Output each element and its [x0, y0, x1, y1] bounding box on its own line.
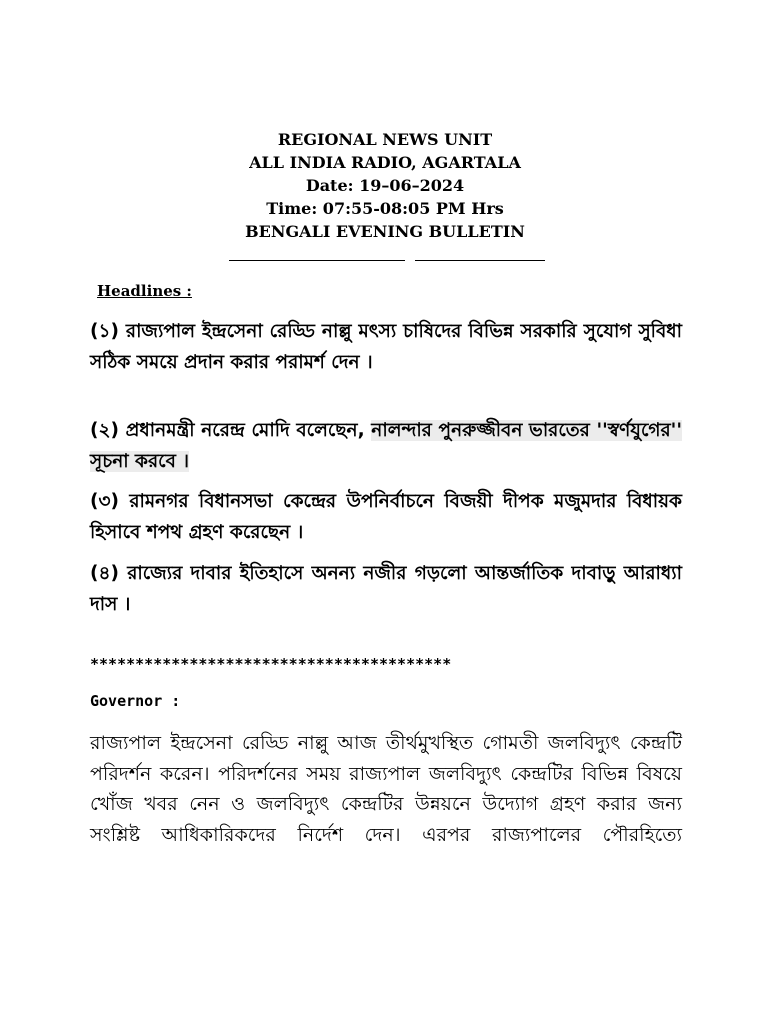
headline-2-part-b: নালন্দার পুনরুজ্জীবন ভারতের ''স্বর্ণযুগের'' সূচনা করবে । [90, 420, 683, 472]
bulletin-header [0, 128, 770, 243]
headline-item-2 [90, 415, 682, 477]
headline-2-part-a: (২) প্রধানমন্ত্রী নরেন্দ্র মোদি বলেছেন, [90, 420, 372, 441]
headlines-label: Headlines : [97, 282, 192, 300]
headline-item-3: (৩) রামনগর বিধানসভা কেন্দ্রের উপনির্বাচনে বিজয়ী দীপক মজুমদার বিধায়ক হিসাবে শপথ গ্রহণ করেছেন । [90, 491, 682, 543]
header-unit: REGIONAL NEWS UNIT [277, 130, 493, 149]
header-time: Time: 07:55-08:05 PM Hrs [266, 199, 504, 218]
section-separator: **************************************** [90, 655, 452, 673]
section-label-governor: Governor : [90, 692, 181, 710]
header-rule-left [229, 260, 405, 261]
header-bulletin: BENGALI EVENING BULLETIN [245, 222, 525, 241]
header-rule-right [415, 260, 545, 261]
header-station: ALL INDIA RADIO, AGARTALA [249, 153, 521, 172]
governor-paragraph: রাজ্যপাল ইন্দ্রসেনা রেড্ডি নাল্লু আজ তীর্থমুখস্থিত গোমতী জলবিদ্যুৎ কেন্দ্রটি পরিদর্শন করেন। পরিদর্শনের সময় রাজ্যপাল জলবিদ্যুৎ কেন্দ্রটির বিভিন্ন বিষয়ে খোঁজ খবর নেন ও জলবিদ্যুৎ কেন্দ্রটির উন্নয়নে উদ্যোগ গ্রহণ করার জন্য সংশ্লিষ্ট আধিকারিকদের নির্দেশ দেন। এরপর রাজ্যপালের পৌরহিত্যে [90, 732, 682, 846]
headline-item-4: (৪) রাজ্যের দাবার ইতিহাসে অনন্য নজীর গড়লো আন্তর্জাতিক দাবাড়ু আরাধ্যা দাস । [90, 563, 682, 615]
header-date: Date: 19–06–2024 [305, 176, 465, 195]
headline-item-1: (১) রাজ্যপাল ইন্দ্রসেনা রেড্ডি নাল্লু মৎস্য চাষিদের বিভিন্ন সরকারি সুযোগ সুবিধা সঠিক সময়ে প্রদান করার পরামর্শ দেন । [90, 321, 682, 373]
